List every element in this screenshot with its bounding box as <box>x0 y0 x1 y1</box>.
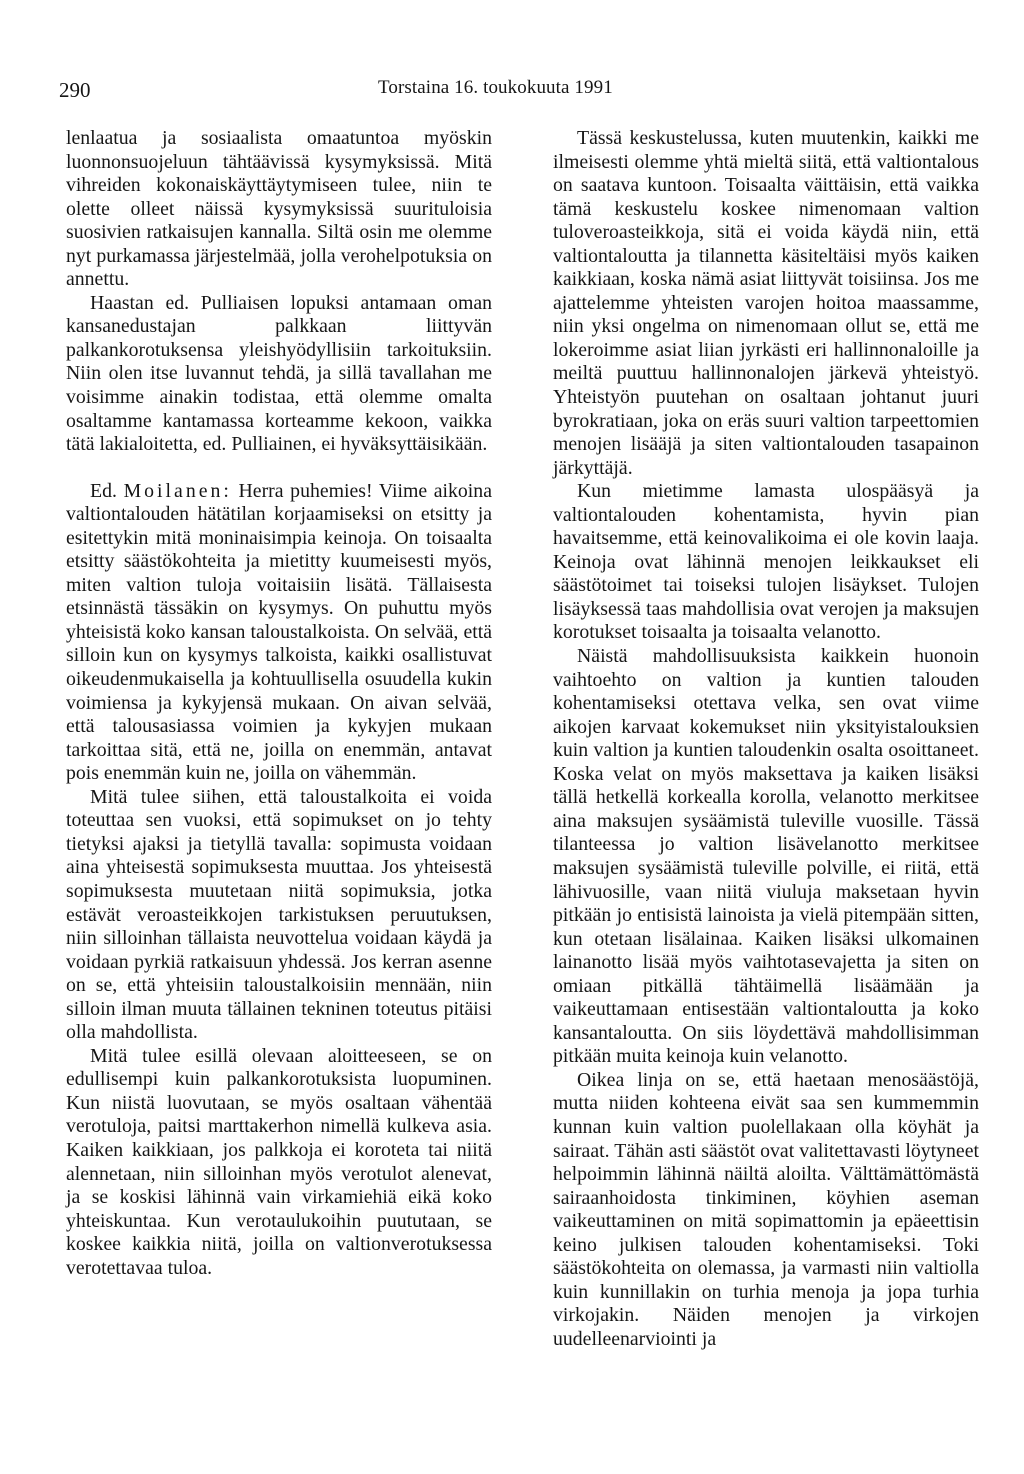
speech-text: Herra puhemies! Viime aikoina valtiontalouden hätätilan korjaamiseksi on etsitty ja esitettykin mitä moninaisimpia keinoja. On toisaalta etsitty säästökohteita ja mietitty kuumeisesti myös, miten valtion tuloja voitaisiin lisätä. Tällaisesta etsinnästä tässäkin on kysymys. On puhuttu myös yhteisistä koko kansan taloustalkoista. On selvää, että silloin kun on kysymys talkoista, kaikki osallistuvat oikeudenmukaisella ja kohtuullisella osuudella kukin voimiensa ja kykyjensä mukaan. On aivan selvää, että talousasiassa voimien ja kykyjen mukaan tarkoittaa sitä, että ne, joilla on enemmän, antavat pois enemmän kuin ne, joilla on vähemmän. <box>66 479 492 785</box>
speech-paragraph <box>66 480 492 786</box>
paragraph: Oikea linja on se, että haetaan menosäästöjä, mutta niiden kohteena eivät saa sen kummemmin kunnan kuin valtion puolellakaan olla köyhät ja sairaat. Tähän asti säästöt ovat valitettavasti löytyneet helpoimmin lähinnä näiltä aloilta. Välttämättömästä sairaanhoidosta tinkiminen, köyhien aseman vaikeuttaminen on mitä sopimattomin ja epäeettisin keino julkisen talouden kohentamiseksi. Toki säästökohteita on olemassa, ja varmasti niin valtiolla kuin kunnillakin on turhia menoja ja jopa turhia virkojakin. Näiden menojen ja virkojen uudelleenarviointi ja <box>553 1068 979 1350</box>
paragraph: Tässä keskustelussa, kuten muutenkin, kaikki me ilmeisesti olemme yhtä mieltä siitä, että valtiontalous on saatava kuntoon. Toisaalta väittäisin, että vaikka tämä keskustelu koskee nimenomaan valtion tuloveroasteikkoja, sitä ei voida käydä niin, että valtiontaloutta ja tilannetta käsiteltäisi myös kaiken kaikkiaan, koska nämä asiat liittyvät toisiinsa. Jos me ajattelemme yhteisten varojen hoitoa maassamme, niin yksi ongelma on nimenomaan ollut se, että me lokeroimme asiat liian jyrkästi eri hallinnonaloille ja meiltä puuttuu hallinnonalojen järkevä yhteistyö. Yhteistyön puutehan on osaltaan johtanut juuri byrokratiaan, joka on eräs suuri valtion tarpeettomien menojen lisääjä ja siten valtiontalouden tasapainon järkyttäjä. <box>553 127 979 479</box>
paragraph: Näistä mahdollisuuksista kaikkein huonoin vaihtoehto on valtion ja kuntien talouden kohentamiseksi otettava velka, sen ovat viime aikojen karvaat kokemukset niin yksityistalouksien kuin valtion ja kuntien taloudenkin osalta osoittaneet. Koska velat on myös maksettava ja kaiken lisäksi tällä hetkellä korkealla korolla, velanotto merkitsee aina maksujen sysäämistä tuleville vuosille. Tässä tilanteessa jo valtion lisävelanotto merkitsee maksujen sysäämistä tuleville polville, ei riitä, että lähivuosille, vaan niitä viuluja maksetaan hyvin pitkään jo entisistä lainoista ja vielä pitempään sitten, kun otetaan lisälainaa. Kaiken lisäksi ulkomainen lainanotto lisää myös vaihtotasevajetta ja siten on omiaan pitkällä tähtäimellä lisäämään ja vaikeuttamaan entisestään valtiontaloutta ja koko kansantaloutta. On siis löydettävä mahdollisimman pitkään muita keinoja kuin velanotto. <box>553 645 979 1068</box>
paragraph: Mitä tulee esillä olevaan aloitteeseen, se on edullisempi kuin palkankorotuksista luopuminen. Kun niistä luovutaan, se myös osaltaan vähentää verotuloja, paitsi marttakerhon nimellä kulkeva asia. Kaiken kaikkiaan, jos palkkoja ei koroteta tai niitä alennetaan, niin silloinhan myös verotulot alenevat, ja se koskisi lähinnä vain virkamiehiä eikä koko yhteiskuntaa. Kun verotaulukoihin puututaan, se koskee kaikkia niitä, joilla on valtionverotuksessa verotettavaa tuloa. <box>66 1044 492 1279</box>
paragraph: lenlaatua ja sosiaalista omaatuntoa myöskin luonnonsuojeluun tähtäävissä kysymyksissä. Mitä vihreiden kokonaiskäyttäytymiseen tulee, niin te olette olleet näissä kysymyksissä suurituloisia suosivien ratkaisujen kannalla. Siltä osin me olemme nyt purkamassa järjestelmää, jolla verohelpotuksia on annettu. <box>66 127 492 291</box>
speaker-name: Moilanen: <box>123 479 232 502</box>
left-column <box>66 127 492 1280</box>
running-title: Torstaina 16. toukokuuta 1991 <box>378 77 613 98</box>
paragraph: Kun mietimme lamasta ulospääsyä ja valtiontalouden kohentamista, hyvin pian havaitsemme, että keinovalikoima ei ole kovin laaja. Keinoja ovat lähinnä menojen leikkaukset eli säästötoimet tai toiseksi tulojen lisäykset. Tulojen lisäyksessä taas mahdollisia ovat verojen ja maksujen korotukset toisaalta ja toisaalta velanotto. <box>553 480 979 644</box>
paragraph: Mitä tulee siihen, että taloustalkoita ei voida toteuttaa sen vuoksi, että sopimukset on jo tehty tietyksi ajaksi ja tietyllä tavalla: sopimusta voidaan aina yhteisestä sopimuksesta muuttaa. Jos yhteisestä sopimuksesta muutetaan niitä sopimuksia, jotka estävät veroasteikkojen tarkistuksen peruutuksen, niin silloinhan tällaista neuvottelua voidaan käydä ja voidaan pyrkiä ratkaisuun yhdessä. Jos kerran asenne on se, että yhteisiin taloustalkoisiin mennään, niin silloin ilman muuta tällainen tekninen toteutus pitäisi olla mahdollista. <box>66 785 492 1044</box>
speech-prefix: Ed. <box>90 479 117 502</box>
paragraph: Haastan ed. Pulliaisen lopuksi antamaan oman kansanedustajan palkkaan liittyvän palkankorotuksensa yleishyödyllisiin tarkoituksiin. Niin olen itse luvannut tehdä, ja sillä tavallahan me voisimme ainakin todistaa, että olemme omalta osaltamme kantamassa korteamme kekoon, vaikka tätä lakialoitetta, ed. Pulliainen, ei hyväksyttäisikään. <box>66 291 492 456</box>
page-number: 290 <box>59 78 91 102</box>
right-column <box>553 127 979 1351</box>
